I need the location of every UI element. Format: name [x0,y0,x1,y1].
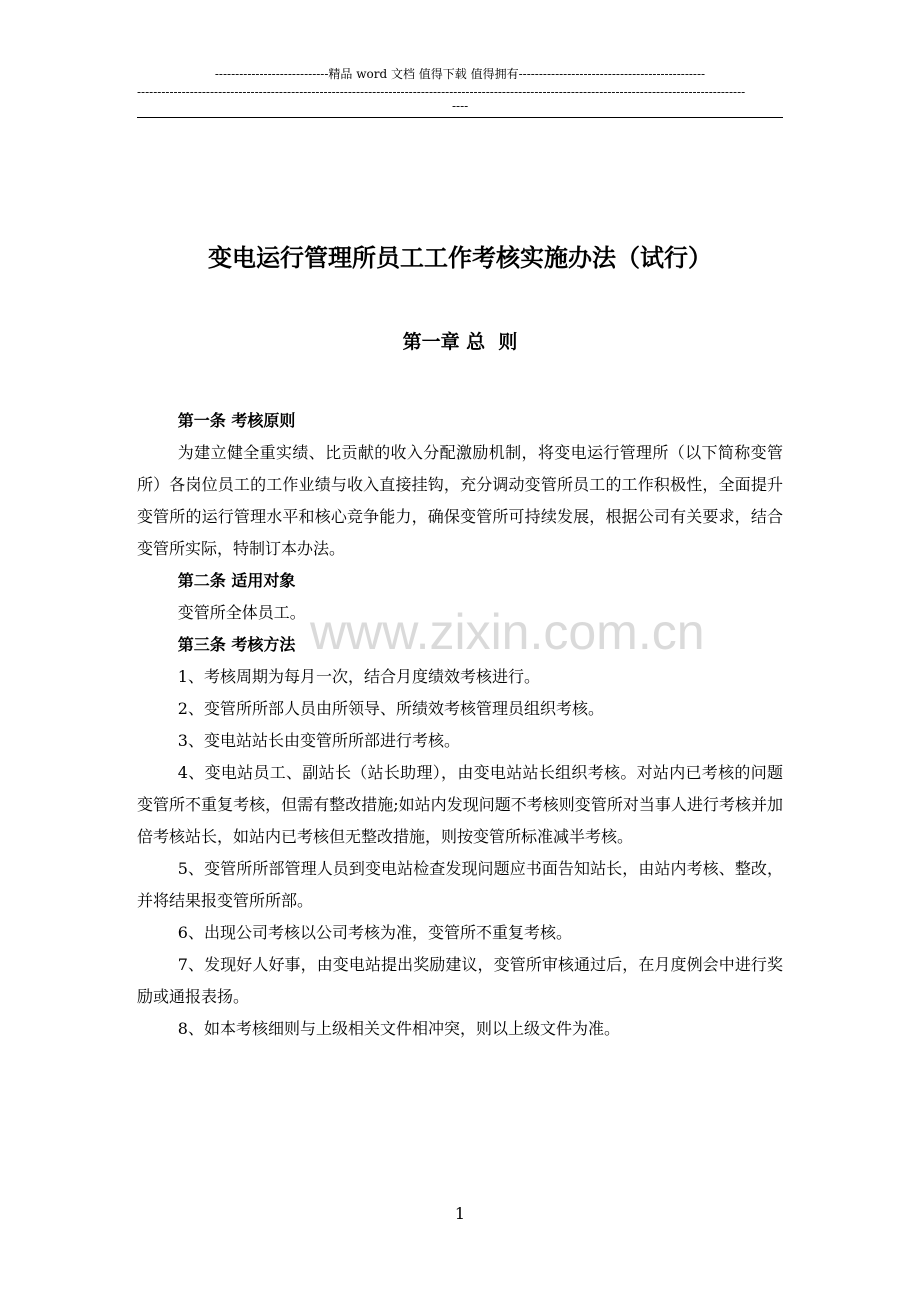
list-item: 2、变管所所部人员由所领导、所绩效考核管理员组织考核。 [177,699,604,718]
list-item: 7、发现好人好事，由变电站提出奖励建议，变管所审核通过后，在月度例会中进行奖励或通报表扬。 [137,955,783,1006]
paragraph: 变管所全体员工。 [177,603,306,622]
page-header-banner: ----------------------------精品 word 文档 值得下载 值得拥有---------------------------------------------- [214,67,706,81]
document-body [137,405,783,1045]
page-header-dashes-tail: ---- [452,99,469,113]
article-heading: 第一条 考核原则 [177,411,296,430]
list-item: 5、变管所所部管理人员到变电站检查发现问题应书面告知站长，由站内考核、整改，并将结果报变管所所部。 [137,859,783,910]
list-item: 3、变电站站长由变管所所部进行考核。 [177,731,460,750]
list-item: 1、考核周期为每月一次，结合月度绩效考核进行。 [177,667,540,686]
document-title: 变电运行管理所员工工作考核实施办法（试行） [208,244,712,272]
chapter-heading: 第一章 总 则 [402,331,518,353]
page-number: 1 [454,1204,466,1223]
list-item: 6、出现公司考核以公司考核为准，变管所不重复考核。 [177,923,572,942]
article-heading: 第二条 适用对象 [177,571,296,590]
list-item: 4、变电站员工、副站长（站长助理），由变电站站长组织考核。对站内已考核的问题变管所不重复考核，但需有整改措施;如站内发现问题不考核则变管所对当事人进行考核并加倍考核站长，如站内已考核但无整改措施，则按变管所标准减半考核。 [137,763,783,846]
paragraph: 为建立健全重实绩、比贡献的收入分配激励机制，将变电运行管理所（以下简称变管所）各岗位员工的工作业绩与收入直接挂钩，充分调动变管所员工的工作积极性，全面提升变管所的运行管理水平和核心竞争能力，确保变管所可持续发展，根据公司有关要求，结合变管所实际，特制订本办法。 [137,443,783,558]
header-rule [137,117,783,118]
watermark: www.zixin.com.cn [310,604,705,660]
list-item: 8、如本考核细则与上级相关文件相冲突，则以上级文件为准。 [177,1019,620,1038]
page-header-dashes: ------------------------------------------------------------------------------------------------------------------------------------------------------ [137,85,746,99]
article-heading: 第三条 考核方法 [177,635,296,654]
